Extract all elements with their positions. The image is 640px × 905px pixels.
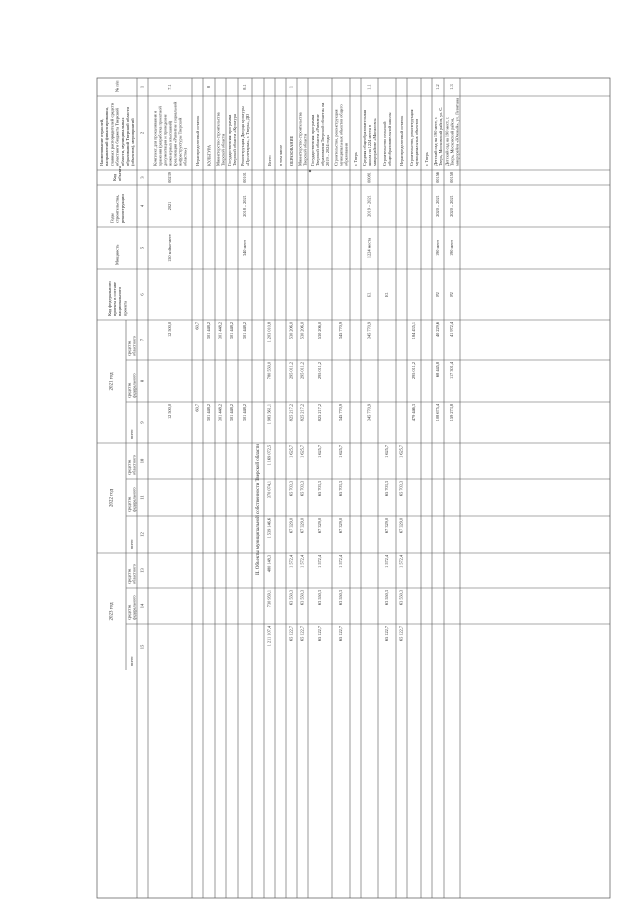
row-value-a13: 1 572,4 bbox=[383, 555, 389, 568]
row-value-a9: 345 770,9 bbox=[366, 404, 372, 422]
row-value-a13: 480 148,3 bbox=[266, 555, 272, 573]
row-value-a12: 67 329,0 bbox=[398, 518, 404, 534]
row-name: Средняя общеобразовательнаяшкола на 1224 места вмикрорайоне «Мигалово» bbox=[362, 110, 377, 166]
row-name: Министерство строительстваТверской области bbox=[297, 112, 308, 166]
table-text bbox=[99, 80, 460, 666]
row-value-a7: 41 972,4 bbox=[448, 322, 454, 338]
row-value-a9: 345 770,9 bbox=[337, 404, 343, 422]
row-no: 8.1 bbox=[241, 84, 247, 90]
row-value-a9: 301 448,2 bbox=[205, 404, 211, 422]
column-number: 9 bbox=[139, 421, 145, 424]
row-years: 2019 – 2021 bbox=[366, 195, 372, 217]
column-number: 7 bbox=[139, 338, 145, 342]
row-value-a7: 530 206,0 bbox=[299, 322, 305, 340]
row-value-a14: 63 550,3 bbox=[337, 590, 343, 606]
row-value-a10: 1 625,7 bbox=[316, 445, 322, 458]
row-value-a13: 1 572,4 bbox=[288, 555, 294, 568]
row-value-a9: 301 448,2 bbox=[228, 404, 234, 422]
header-years: Годыстроительства,реконструкции bbox=[109, 194, 125, 223]
row-value-a7: 530 206,0 bbox=[288, 322, 294, 340]
column-number: 14 bbox=[139, 603, 145, 609]
row-value-a15: 65 122,7 bbox=[288, 626, 294, 642]
row-value-a15: 65 122,7 bbox=[299, 626, 305, 642]
row-value-a8: 295 011,2 bbox=[316, 362, 322, 380]
row-value-a7: 301 448,2 bbox=[228, 322, 234, 340]
row-value-a11: 370 074,1 bbox=[266, 481, 272, 499]
row-value-a9: 12 500,0 bbox=[166, 404, 172, 420]
header-sub-obl: средстваобластного bbox=[126, 455, 137, 475]
column-number: 2 bbox=[139, 131, 145, 135]
column-number: 1 bbox=[139, 85, 145, 89]
row-no: 1.2 bbox=[434, 84, 440, 90]
row-value-a9: 825 217,2 bbox=[299, 404, 305, 422]
row-no: 8 bbox=[205, 85, 211, 89]
column-number: 15 bbox=[139, 644, 145, 650]
header-year-2021: 2021 год bbox=[109, 372, 115, 391]
row-value-a7: 184 435,1 bbox=[410, 322, 416, 340]
row-cap: 190 мест bbox=[434, 239, 440, 257]
header-year-2023: 2023 год bbox=[109, 602, 115, 621]
row-value-a11: 65 703,3 bbox=[299, 481, 305, 497]
row-value-a9: 825 217,2 bbox=[288, 404, 294, 422]
row-value-a7: 301 448,2 bbox=[205, 322, 211, 340]
row-name: Всего bbox=[267, 155, 273, 166]
row-value-a14: 63 550,3 bbox=[316, 590, 322, 606]
row-name: Нераспределенный остаток bbox=[195, 115, 201, 166]
row-name: Министерство строительстваТверской области bbox=[215, 112, 226, 166]
row-name: ОБРАЗОВАНИЕ bbox=[289, 135, 295, 166]
row-value-a10: 1 625,7 bbox=[299, 445, 305, 458]
column-number: 6 bbox=[139, 293, 145, 296]
row-value-a15: 65 122,7 bbox=[398, 626, 404, 642]
row-value-a7: 301 448,2 bbox=[241, 322, 247, 340]
row-value-a15: 65 122,7 bbox=[337, 626, 343, 642]
header-project-code: Код федеральногопроекта в составенациональногопроекта bbox=[106, 281, 128, 316]
row-years: 2018 – 2021 bbox=[241, 195, 247, 217]
row-value-a12: 67 329,0 bbox=[288, 518, 294, 534]
row-code: 00158 bbox=[448, 172, 454, 183]
row-name: г. Тверь bbox=[353, 152, 359, 166]
row-value-a12: 67 329,0 bbox=[316, 518, 322, 534]
row-value-a10: 1 625,7 bbox=[383, 445, 389, 458]
column-number: 13 bbox=[139, 568, 145, 573]
row-value-a8: 295 011,2 bbox=[299, 362, 305, 380]
row-value-a8: 295 011,2 bbox=[410, 362, 416, 380]
row-value-a7: 40 229,6 bbox=[434, 322, 440, 338]
row-value-a10: 1 625,7 bbox=[288, 445, 294, 458]
row-name: Государственная программаТверской области «Развитиеобразования Тверской области» на2019 – 2024 годы bbox=[310, 102, 330, 166]
row-value-a14: 63 550,3 bbox=[383, 590, 389, 606]
row-cap: 1224 места bbox=[366, 237, 372, 259]
header-sub-fed: средствафедерального bbox=[126, 595, 137, 620]
header-sub-total: всего bbox=[128, 539, 134, 549]
row-cap: 190 мест bbox=[448, 239, 454, 257]
row-value-a13: 1 572,4 bbox=[337, 555, 343, 568]
row-value-a7: 345 770,9 bbox=[337, 322, 343, 340]
row-value-a12: 67 329,0 bbox=[383, 518, 389, 534]
header-sub-obl: средстваобластного bbox=[126, 336, 137, 356]
row-value-a9: 479 446,3 bbox=[410, 404, 416, 422]
row-value-a9: 159 273,8 bbox=[448, 404, 454, 422]
row-value-a8: 68 445,8 bbox=[434, 362, 440, 378]
row-value-a15: 65 122,7 bbox=[316, 626, 322, 642]
row-value-a14: 63 550,3 bbox=[398, 590, 404, 606]
row-value-a9: 60,7 bbox=[194, 404, 200, 412]
row-value-a13: 1 572,4 bbox=[316, 555, 322, 568]
row-pc: P2 bbox=[448, 292, 454, 297]
row-name: Строительство, реконструкциямуниципальных объектов общегообразования bbox=[333, 104, 349, 166]
row-name: Реконструкция Дворца культуры«Пролетарка», г. Тверь», ДО bbox=[240, 106, 250, 166]
row-value-a15: 1 211 107,4 bbox=[266, 626, 272, 647]
header-sub-fed: средствафедерального bbox=[126, 487, 137, 512]
row-no: 7.1 bbox=[166, 84, 172, 90]
column-number: 4 bbox=[139, 204, 145, 208]
column-number: 3 bbox=[139, 176, 145, 179]
row-pc: E1 bbox=[383, 292, 389, 297]
row-value-a11: 65 703,3 bbox=[383, 481, 389, 497]
row-name: Детский сад на 190 мест, г.Тверь, Московский район, ул. С. bbox=[433, 106, 443, 166]
row-name: Строительство, реконструкциямуниципальных объектов bbox=[409, 109, 419, 166]
row-name: Комплекс для прокаливания ихранения (разработка проектнойдокументации и проведениеинженерных изысканий)(реализация «Развитие социальнойинфраструктуры Тверскойобласти») bbox=[152, 101, 188, 166]
row-cap: 150 койко-мест bbox=[166, 234, 172, 262]
row-cap: 340 мест bbox=[241, 239, 247, 257]
header-sub-total: всего bbox=[128, 656, 134, 666]
row-value-a10: 1 169 072,5 bbox=[266, 445, 272, 466]
row-value-a11: 65 703,3 bbox=[398, 481, 404, 497]
row-years: 2020 – 2021 bbox=[434, 195, 440, 217]
row-name: Государственная программаТверской области «Культура bbox=[227, 114, 237, 166]
table-frame bbox=[97, 78, 610, 898]
column-number: 10 bbox=[139, 458, 145, 464]
row-value-a13: 1 572,4 bbox=[398, 555, 404, 568]
row-code: 00156 bbox=[434, 172, 440, 183]
row-value-a13: 1 572,4 bbox=[299, 555, 305, 568]
row-value-a12: 1 539 146,6 bbox=[266, 518, 272, 539]
row-years: 2020 – 2021 bbox=[448, 195, 454, 217]
row-name: КУЛЬТУРА bbox=[206, 144, 212, 166]
row-value-a14: 730 959,1 bbox=[266, 590, 272, 608]
header-name: Наименование отраслей,направлений финансирования,главных распорядителей средствобластного бюджета Тверскойобласти, муниципальныхобразований Тверской области(объектов), мероприятий bbox=[99, 102, 136, 166]
row-value-a8: 780 550,0 bbox=[266, 362, 272, 380]
row-pc: E1 bbox=[366, 292, 372, 297]
row-value-a7: 530 206,0 bbox=[316, 322, 322, 340]
table-grid bbox=[97, 78, 610, 898]
row-no: 1.1 bbox=[366, 84, 372, 90]
header-no: № п/п bbox=[114, 80, 120, 92]
column-number: 11 bbox=[139, 495, 145, 500]
section-title: II. Объекты муниципальной собственности Тверской области bbox=[256, 444, 262, 575]
header-sub-total: всего bbox=[128, 429, 134, 439]
header-code: Кодобъекта bbox=[111, 166, 123, 181]
row-value-a8: 117 301,4 bbox=[448, 362, 454, 380]
row-value-a12: 67 329,0 bbox=[337, 518, 343, 534]
row-no: 1 bbox=[288, 85, 294, 89]
row-value-a7: 1 203 010,8 bbox=[266, 322, 272, 343]
row-value-a9: 108 675,4 bbox=[434, 404, 440, 422]
header-year-2022: 2022 год bbox=[109, 488, 115, 508]
row-value-a9: 301 448,2 bbox=[241, 404, 247, 422]
header-capacity: Мощность bbox=[114, 244, 120, 265]
row-value-a8: 295 011,2 bbox=[288, 362, 294, 380]
row-name: Строительство сельскойобщеобразовательной школы bbox=[382, 112, 392, 166]
row-name: Нераспределенный остаток bbox=[399, 115, 405, 166]
row-value-a7: 12 500,0 bbox=[166, 322, 172, 338]
column-number: 12 bbox=[139, 532, 145, 537]
row-value-a9: 301 448,2 bbox=[217, 404, 223, 422]
row-value-a7: 345 770,9 bbox=[366, 322, 372, 340]
row-value-a10: 1 625,7 bbox=[337, 445, 343, 458]
header-sub-obl: средстваобластного bbox=[126, 564, 137, 584]
row-name: Детский сад на 190 мест, г.Тверь, Московский район,микрорайон «Южный», ул. Левитана bbox=[444, 97, 460, 166]
row-value-a12: 67 329,0 bbox=[299, 518, 305, 534]
row-value-a14: 63 550,3 bbox=[288, 590, 294, 606]
row-value-a7: 60,7 bbox=[194, 322, 200, 330]
row-value-a15: 65 122,7 bbox=[383, 626, 389, 642]
row-name: г. Тверь bbox=[424, 152, 430, 166]
row-value-a7: 301 448,2 bbox=[217, 322, 223, 340]
header-sub-fed: средствафедерального bbox=[126, 373, 137, 398]
row-value-a14: 63 550,3 bbox=[299, 590, 305, 606]
row-value-a11: 65 703,3 bbox=[337, 481, 343, 497]
row-value-a11: 65 703,3 bbox=[316, 481, 322, 497]
row-pc: P2 bbox=[434, 292, 440, 297]
row-no: 1.3 bbox=[448, 84, 454, 90]
row-value-a9: 1 983 561,1 bbox=[266, 404, 272, 425]
row-value-a10: 1 625,7 bbox=[398, 445, 404, 458]
row-code: 00239 bbox=[166, 172, 172, 183]
row-value-a9: 825 217,2 bbox=[316, 404, 322, 422]
column-number: 8 bbox=[139, 379, 145, 383]
column-number: 5 bbox=[139, 246, 145, 250]
row-code: 00081 bbox=[366, 172, 372, 183]
row-name: в том числе bbox=[278, 144, 284, 166]
row-value-a11: 65 703,3 bbox=[288, 481, 294, 497]
row-years: 2021 bbox=[166, 201, 172, 211]
row-code: 00101 bbox=[241, 172, 247, 183]
